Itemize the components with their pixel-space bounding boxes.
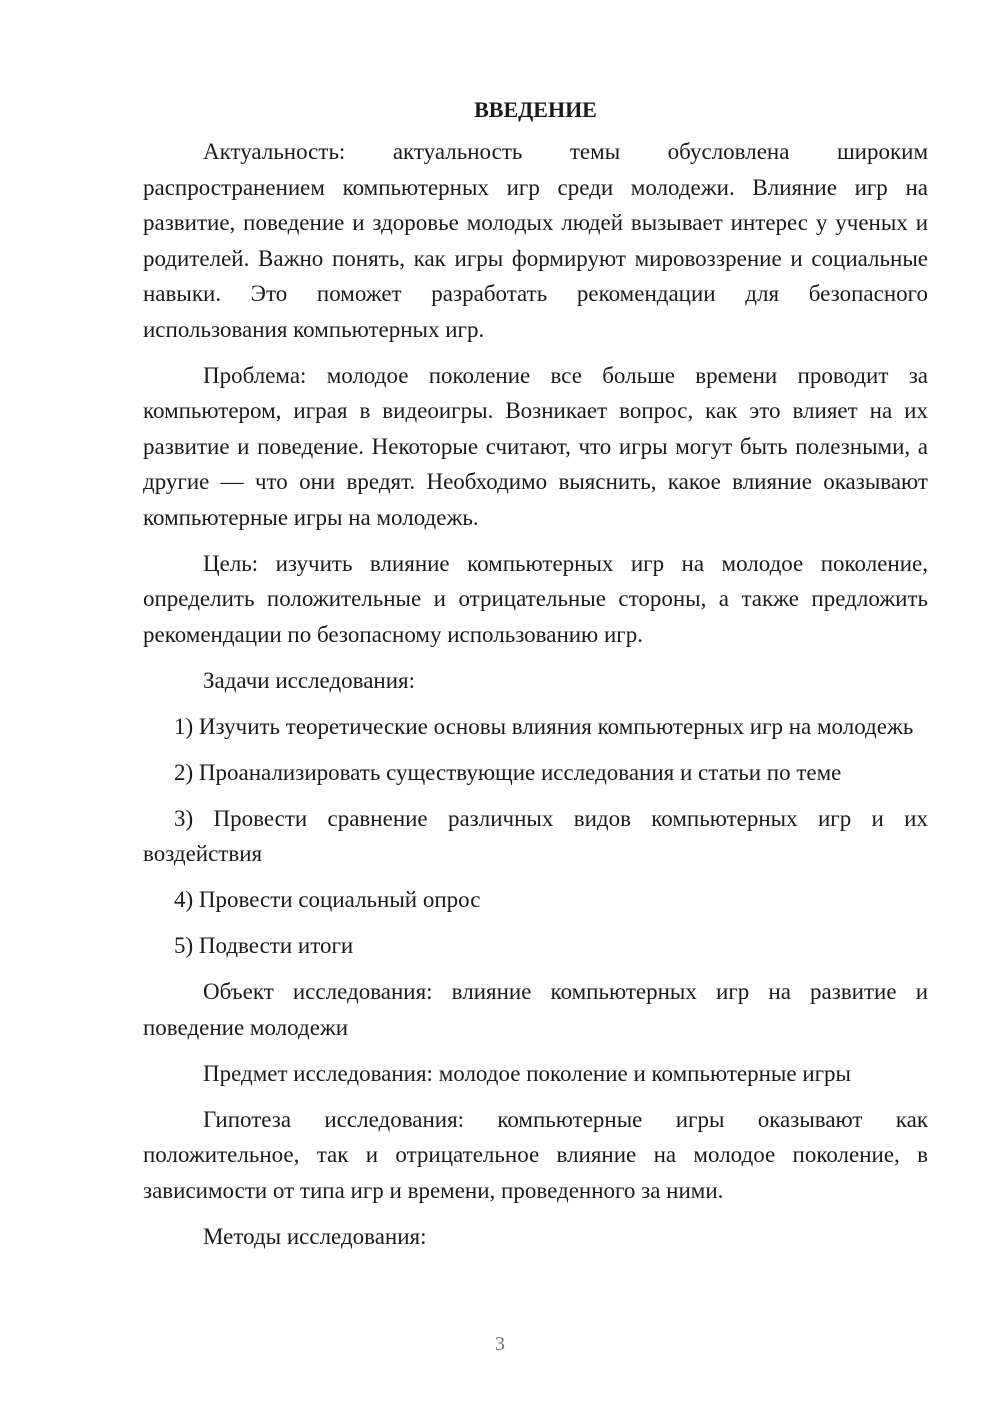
- paragraph-problem: Проблема: молодое поколение все больше времени проводит за компьютером, играя в видеоигры. Возникает вопрос, как это влияет на их развитие и поведение. Некоторые считают, что игры могут быть полезными, а другие — что они вредят. Необходимо выяснить, какое влияние оказывают компьютерные игры на молодежь.: [143, 362, 928, 530]
- paragraph-object: Объект исследования: влияние компьютерных игр на развитие и поведение молодежи: [143, 979, 928, 1040]
- paragraph-hypothesis: Гипотеза исследования: компьютерные игры оказывают как положительное, так и отрицательное влияние на молодое поколение, в зависимости от типа игр и времени, проведенного за ними.: [143, 1106, 928, 1203]
- task-item-1: 1) Изучить теоретические основы влияния компьютерных игр на молодежь: [174, 713, 914, 739]
- task-item-5: 5) Подвести итоги: [174, 933, 354, 958]
- tasks-heading: Задачи исследования:: [203, 667, 416, 693]
- paragraph-goal: Цель: изучить влияние компьютерных игр на молодое поколение, определить положительные и отрицательные стороны, а также предложить рекомендации по безопасному использованию игр.: [143, 550, 928, 647]
- paragraph-methods: Методы исследования:: [203, 1223, 427, 1249]
- paragraph-relevance: Актуальность: актуальность темы обусловлена широким распространением компьютерных игр среди молодежи. Влияние игр на развитие, поведение и здоровье молодых людей вызывает интерес у ученых и родителей. Важно понять, как игры формируют мировоззрение и социальные навыки. Это поможет разработать рекомендации для безопасного использования компьютерных игр.: [143, 139, 928, 342]
- task-item-2: 2) Проанализировать существующие исследования и статьи по теме: [174, 759, 842, 785]
- task-item-4: 4) Провести социальный опрос: [174, 887, 481, 912]
- section-title: ВВЕДЕНИЕ: [474, 97, 597, 122]
- paragraph-subject: Предмет исследования: молодое поколение и компьютерные игры: [203, 1060, 852, 1086]
- document-page: [143, 92, 928, 1254]
- task-item-3: 3) Провести сравнение различных видов компьютерных игр и их воздействия: [143, 805, 928, 866]
- page-number: 3: [495, 1333, 505, 1355]
